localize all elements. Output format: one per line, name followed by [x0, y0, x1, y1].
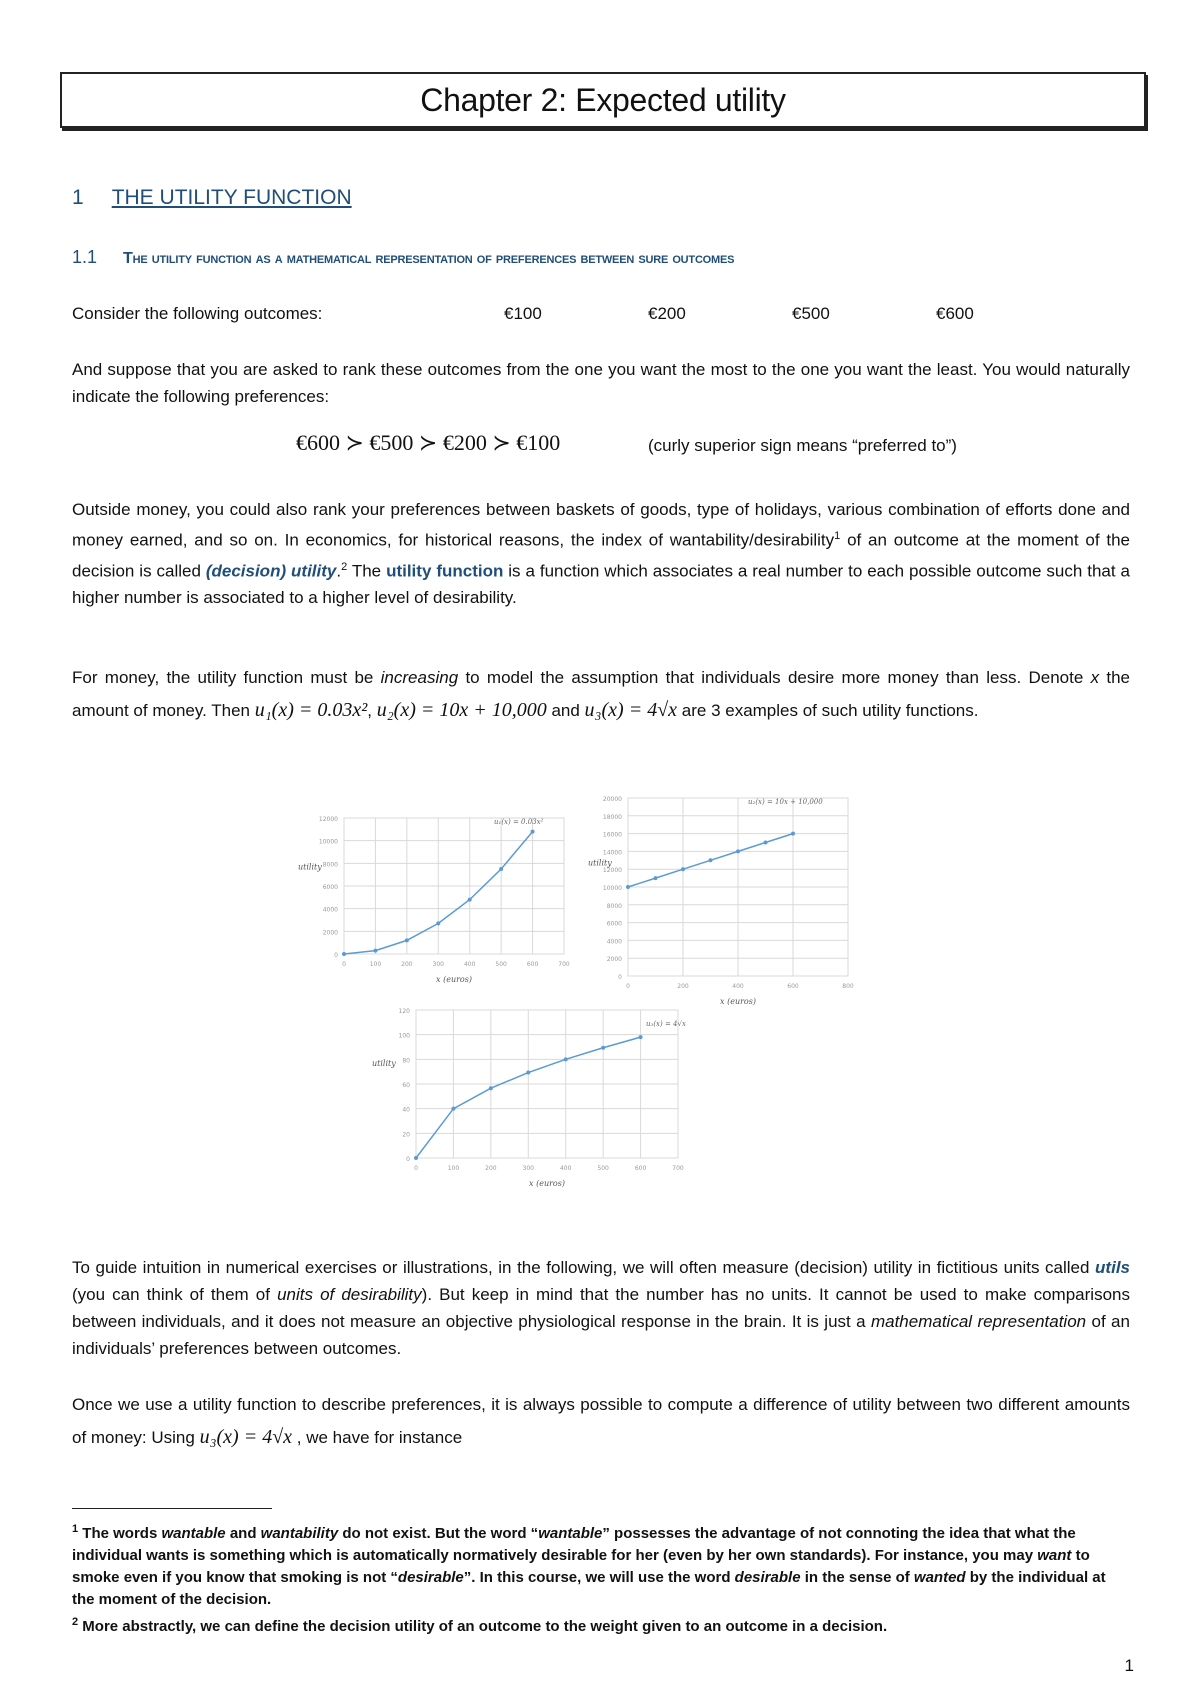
variable-x: x: [1090, 668, 1100, 687]
x-tick-label: 600: [526, 961, 539, 968]
text-run: to smoke even if you know that smoking is not “: [72, 1547, 1090, 1586]
text-run: , we have for instance: [292, 1428, 463, 1447]
x-tick-label: 700: [672, 1165, 684, 1172]
series-legend: u₂(x) = 10x + 10,000: [748, 798, 823, 806]
data-point: [639, 1035, 643, 1039]
term-decision-utility: (decision) utility: [205, 561, 337, 581]
chart-u3: [370, 1000, 700, 1195]
emphasis: wantable: [161, 1525, 226, 1542]
data-point: [601, 1046, 605, 1050]
text-run: are 3 examples of such utility functions.: [677, 701, 979, 720]
x-tick-label: 400: [463, 961, 476, 968]
page-number: 1: [1124, 1656, 1134, 1675]
data-point: [414, 1156, 418, 1160]
text-run: ). But keep in mind that the number has no units. It cannot be used to make comparisons between individuals, and it does not measure an objective physiological response in the brain. It is just a: [72, 1285, 1130, 1331]
text-run: and: [546, 701, 585, 720]
outcome-value: €600: [936, 304, 974, 323]
footnotes: [72, 1518, 1130, 1638]
x-tick-label: 0: [626, 983, 630, 990]
y-tick-label: 20: [402, 1131, 410, 1139]
y-tick-label: 0: [334, 952, 338, 959]
formula-u2: u₂(x) = 10x + 10,000: [376, 699, 547, 721]
y-tick-label: 12000: [602, 867, 622, 875]
increasing-function-paragraph: [72, 661, 1130, 727]
data-point: [526, 1071, 530, 1075]
series-legend: u₃(x) = 4√x: [646, 1020, 686, 1028]
emphasis: wantability: [260, 1525, 339, 1542]
text-run: ”. In this course, we will use the word: [463, 1569, 735, 1586]
x-tick-label: 300: [522, 1165, 535, 1172]
y-tick-label: 120: [398, 1008, 410, 1015]
series-legend: u₁(x) = 0.03x²: [494, 818, 544, 826]
y-tick-label: 8000: [606, 902, 622, 910]
subsection-heading-1-1: [72, 247, 734, 268]
x-axis-title: x (euros): [529, 1179, 565, 1188]
data-point: [468, 898, 472, 902]
subsection-number: 1.1: [72, 247, 98, 267]
x-tick-label: 100: [447, 1165, 460, 1172]
x-tick-label: 500: [495, 961, 507, 968]
x-axis-title: x (euros): [436, 975, 472, 984]
x-tick-label: 200: [485, 1165, 497, 1172]
formula-u3: u₃(x) = 4√x: [199, 1426, 293, 1448]
emphasis: desirable: [734, 1569, 801, 1586]
y-tick-label: 12000: [318, 816, 338, 823]
x-tick-label: 0: [342, 961, 346, 968]
section-title: THE UTILITY FUNCTION: [111, 186, 352, 209]
x-tick-label: 600: [787, 983, 799, 990]
text-run: ,: [367, 701, 372, 720]
y-tick-label: 6000: [322, 884, 338, 891]
y-tick-label: 8000: [322, 861, 338, 869]
data-point: [791, 832, 795, 836]
chapter-title: Chapter 2: Expected utility: [60, 72, 1146, 128]
data-point: [531, 830, 535, 834]
emphasis: wantable: [538, 1525, 603, 1542]
utility-definition-paragraph: [72, 496, 1130, 611]
footnote-1: [72, 1518, 1130, 1611]
data-point: [373, 949, 377, 953]
data-point: [654, 876, 658, 880]
y-tick-label: 2000: [322, 929, 338, 937]
outcome-value: €500: [792, 304, 830, 323]
data-point: [764, 841, 768, 845]
y-tick-label: 4000: [322, 906, 338, 914]
text-run: by the individual at the moment of the decision.: [72, 1569, 1106, 1608]
section-number: 1: [72, 186, 84, 209]
x-tick-label: 500: [597, 1165, 609, 1172]
text-run: The: [347, 561, 387, 581]
text-run: For money, the utility function must be: [72, 668, 381, 687]
data-point: [405, 938, 409, 942]
x-tick-label: 800: [842, 983, 854, 990]
footnote-number: 1: [72, 1523, 79, 1535]
y-tick-label: 0: [618, 974, 622, 981]
y-tick-label: 2000: [606, 956, 622, 964]
y-tick-label: 16000: [602, 831, 622, 839]
y-axis-title: utility: [372, 1059, 396, 1069]
y-tick-label: 4000: [606, 938, 622, 946]
emphasis: desirable: [397, 1569, 464, 1586]
term-utils: utils: [1095, 1258, 1130, 1277]
y-tick-label: 20000: [602, 796, 622, 803]
x-tick-label: 600: [634, 1165, 647, 1172]
y-tick-label: 40: [402, 1106, 410, 1114]
footnote-ref-2[interactable]: 2: [341, 560, 348, 573]
text-run: (you can think of them of: [72, 1285, 278, 1304]
data-point: [436, 921, 440, 925]
text-run: the amount of money. Then: [72, 668, 1131, 720]
data-point: [489, 1086, 493, 1090]
x-axis-title: x (euros): [720, 997, 756, 1005]
x-tick-label: 200: [677, 983, 689, 990]
text-run: .: [336, 561, 342, 581]
x-tick-label: 300: [432, 961, 445, 968]
difference-paragraph: [72, 1388, 1130, 1454]
y-tick-label: 14000: [602, 849, 622, 857]
y-tick-label: 0: [406, 1156, 410, 1163]
text-run: to model the assumption that individuals desire more money than less. Denote: [458, 668, 1091, 687]
data-point: [342, 952, 346, 956]
preference-formula: €600 ≻ €500 ≻ €200 ≻ €100: [296, 430, 561, 455]
y-tick-label: 60: [402, 1082, 410, 1089]
y-tick-label: 6000: [606, 920, 622, 928]
emphasis: wanted: [913, 1569, 966, 1586]
text-run: is a function which associates a real number to each possible outcome such that a higher number is associated to a higher level of desirability.: [72, 561, 1130, 608]
data-point: [451, 1107, 455, 1111]
data-point: [681, 867, 685, 871]
y-tick-label: 80: [402, 1057, 410, 1065]
emphasis: mathematical representation: [870, 1312, 1087, 1331]
rank-paragraph: And suppose that you are asked to rank these outcomes from the one you want the most to the one you want the least. You would naturally indicate the following preferences:: [72, 360, 1130, 406]
outcomes-lead: Consider the following outcomes:: [72, 304, 323, 323]
y-axis-title: utility: [298, 862, 322, 872]
text-run: Once we use a utility function to describe preferences, it is always possible to compute a difference of utility between two different amounts of money: Using: [72, 1395, 1130, 1447]
outcome-value: €100: [504, 304, 542, 323]
preference-note: (curly superior sign means “preferred to”): [648, 436, 957, 455]
y-axis-title: utility: [588, 858, 612, 868]
footnote-separator: [72, 1508, 272, 1509]
text-run: do not exist. But the word “: [338, 1525, 539, 1542]
x-tick-label: 400: [559, 1165, 572, 1172]
term-utility-function: utility function: [386, 561, 504, 581]
data-point: [564, 1057, 568, 1061]
x-tick-label: 200: [401, 961, 413, 968]
x-tick-label: 0: [414, 1165, 418, 1172]
emphasis: want: [1037, 1547, 1072, 1564]
footnote-2: [72, 1611, 1130, 1638]
emphasis: increasing: [380, 668, 459, 687]
y-tick-label: 10000: [602, 885, 622, 892]
formula-u3: u₃(x) = 4√x: [584, 699, 678, 721]
data-point: [709, 858, 713, 862]
x-tick-label: 400: [732, 983, 744, 990]
section-heading-1: [72, 186, 352, 210]
text-run: Outside money, you could also rank your preferences between baskets of goods, type of holidays, various combination of efforts done and money earned, and so on. In economics, for historical reasons, the index of wantability/desirability: [72, 500, 1130, 550]
footnote-ref-1[interactable]: 1: [834, 530, 841, 542]
outcome-value: €200: [648, 304, 686, 323]
footnote-number: 2: [72, 1616, 79, 1628]
chart-u2: [586, 790, 856, 1005]
data-point: [499, 867, 503, 871]
text-run: More abstractly, we can define the decision utility of an outcome to the weight given to an outcome in a decision.: [78, 1618, 888, 1635]
data-point: [736, 849, 740, 853]
text-run: of an outcome at the moment of the decision is called: [72, 530, 1130, 581]
formula-u1: u₁(x) = 0.03x²: [254, 699, 368, 721]
y-tick-label: 10000: [318, 838, 338, 846]
chart-u1: [296, 810, 586, 990]
text-run: ” possesses the advantage of not connoting the idea that what the individual wants is something which is automatically normatively desirable for her (even by her own standards). For instance, you may: [72, 1525, 1076, 1564]
utils-paragraph: [72, 1254, 1130, 1362]
emphasis: units of desirability: [277, 1285, 422, 1304]
subsection-title: The utility function as a mathematical representation of preferences between sure outcomes: [123, 250, 735, 267]
y-tick-label: 18000: [602, 813, 622, 821]
data-point: [626, 885, 630, 889]
text-run: of an individuals’ preferences between outcomes.: [72, 1312, 1130, 1358]
x-tick-label: 700: [558, 961, 570, 968]
x-tick-label: 100: [369, 961, 382, 968]
text-run: in the sense of: [800, 1569, 914, 1586]
text-run: and: [225, 1525, 261, 1542]
y-tick-label: 100: [398, 1032, 410, 1040]
text-run: The words: [78, 1525, 162, 1542]
text-run: To guide intuition in numerical exercises or illustrations, in the following, we will often measure (decision) utility in fictitious units called: [72, 1258, 1096, 1277]
